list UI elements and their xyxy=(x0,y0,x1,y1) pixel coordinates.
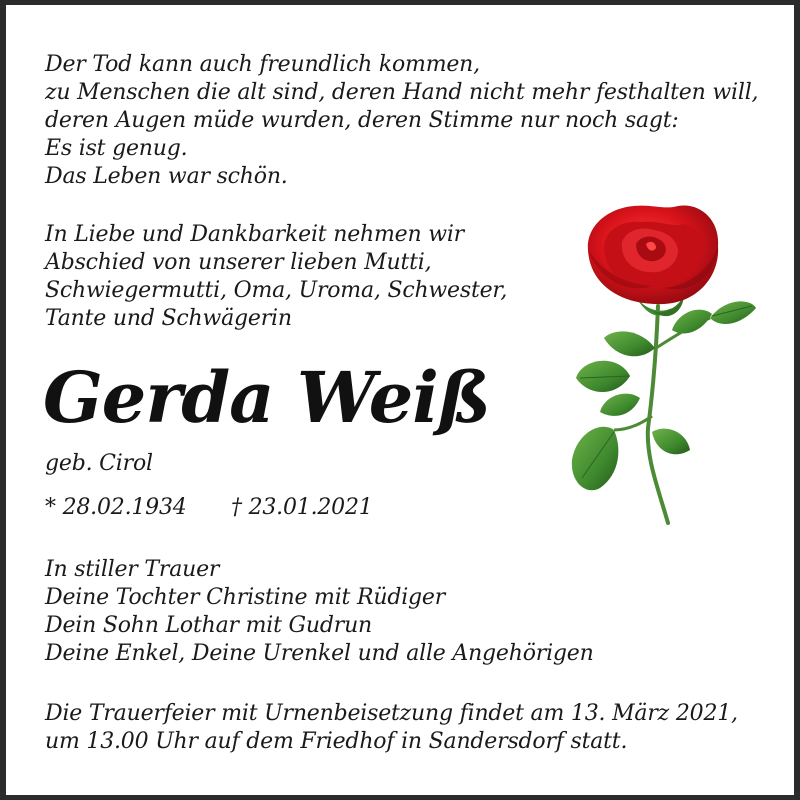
mourners-line: Deine Enkel, Deine Urenkel und alle Angehörigen xyxy=(45,641,594,666)
poem-line: Es ist genug. xyxy=(45,136,188,161)
poem-line: deren Augen müde wurden, deren Stimme nur noch sagt: xyxy=(45,108,679,133)
intro-line: In Liebe und Dankbarkeit nehmen wir xyxy=(45,222,465,247)
life-dates xyxy=(45,494,373,522)
poem-line: Der Tod kann auch freundlich kommen, xyxy=(45,52,480,77)
birth-name-text: geb. Cirol xyxy=(45,451,153,476)
poem-line: zu Menschen die alt sind, deren Hand nicht mehr festhalten will, xyxy=(45,80,759,105)
ceremony-notice xyxy=(45,700,738,756)
deceased-name: Gerda Weiß xyxy=(43,356,491,439)
death-date: † 23.01.2021 xyxy=(231,495,373,520)
intro-line: Tante und Schwägerin xyxy=(45,306,292,331)
mourners-list xyxy=(45,556,594,668)
mourners-line: Deine Tochter Christine mit Rüdiger xyxy=(45,585,446,610)
poem-line: Das Leben war schön. xyxy=(45,164,288,189)
ceremony-line: um 13.00 Uhr auf dem Friedhof in Sandersdorf statt. xyxy=(45,729,628,754)
birth-date: * 28.02.1934 xyxy=(45,495,187,520)
intro-text xyxy=(45,221,507,333)
birth-name xyxy=(45,450,153,478)
red-rose-icon xyxy=(560,198,760,533)
mourners-line: Dein Sohn Lothar mit Gudrun xyxy=(45,613,373,638)
intro-line: Abschied von unserer lieben Mutti, xyxy=(45,250,432,275)
mourners-line: In stiller Trauer xyxy=(45,557,220,582)
ceremony-line: Die Trauerfeier mit Urnenbeisetzung findet am 13. März 2021, xyxy=(45,701,738,726)
poem xyxy=(45,51,758,191)
intro-line: Schwiegermutti, Oma, Uroma, Schwester, xyxy=(45,278,508,303)
